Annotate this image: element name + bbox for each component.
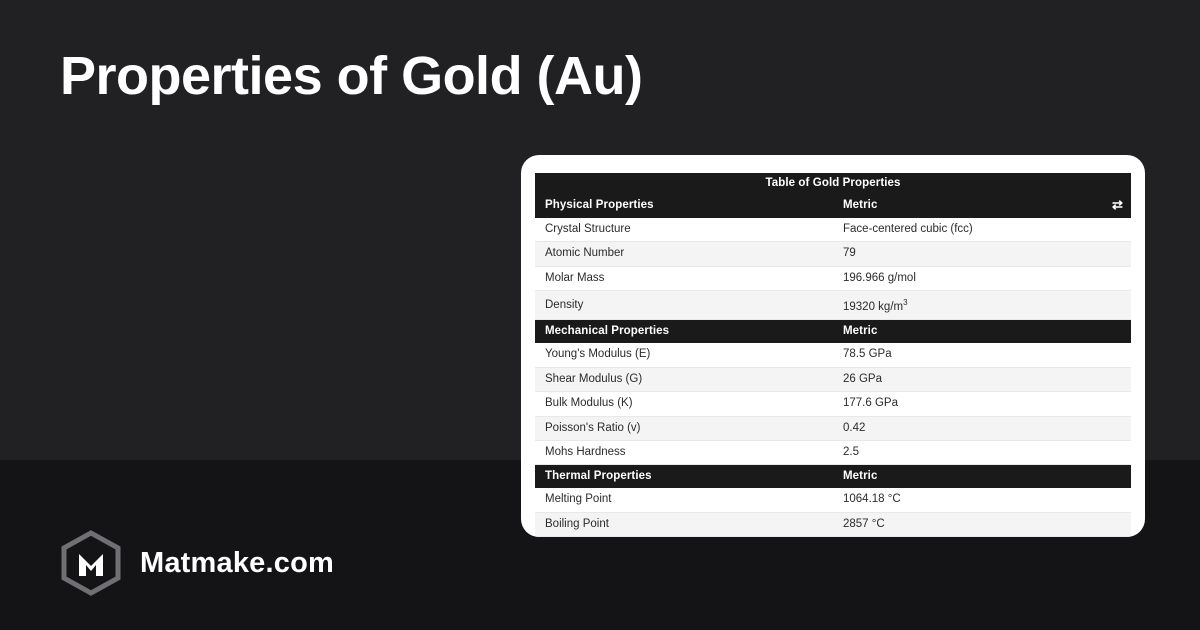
property-value: 78.5 GPa xyxy=(833,343,1107,367)
property-name: Molar Mass xyxy=(535,266,833,290)
property-name: Young's Modulus (E) xyxy=(535,343,833,367)
table-row xyxy=(535,218,1131,242)
property-value: 2857 °C xyxy=(833,512,1107,536)
property-value-text: 19320 kg/m xyxy=(843,301,904,314)
property-value: 26 GPa xyxy=(833,367,1107,391)
row-spacer xyxy=(1107,291,1131,320)
brand xyxy=(60,530,334,596)
row-spacer xyxy=(1107,441,1131,465)
matmake-cube-logo-icon xyxy=(60,530,122,596)
section-header-row xyxy=(535,193,1131,218)
table-row xyxy=(535,392,1131,416)
property-value: 1064.18 °C xyxy=(833,488,1107,512)
row-spacer xyxy=(1107,367,1131,391)
row-spacer xyxy=(1107,218,1131,242)
row-spacer xyxy=(1107,343,1131,367)
section-header-property: Physical Properties xyxy=(535,193,833,218)
gold-properties-table xyxy=(535,173,1131,537)
table-row xyxy=(535,242,1131,266)
table-row xyxy=(535,512,1131,536)
section-header-metric: Metric xyxy=(833,320,1107,344)
property-name: Poisson's Ratio (v) xyxy=(535,416,833,440)
property-name: Shear Modulus (G) xyxy=(535,367,833,391)
table-row xyxy=(535,291,1131,320)
property-value: 177.6 GPa xyxy=(833,392,1107,416)
table-row xyxy=(535,441,1131,465)
section-header-metric: Metric xyxy=(833,193,1107,218)
property-value xyxy=(833,291,1107,320)
swap-units-icon[interactable]: ⇄ xyxy=(1112,197,1123,212)
unit-swap-cell xyxy=(1107,193,1131,218)
property-name: Melting Point xyxy=(535,488,833,512)
unit-swap-cell xyxy=(1107,320,1131,344)
property-name: Boiling Point xyxy=(535,512,833,536)
property-name: Crystal Structure xyxy=(535,218,833,242)
page-title: Properties of Gold (Au) xyxy=(60,46,643,106)
table-row xyxy=(535,266,1131,290)
table-row xyxy=(535,367,1131,391)
property-name: Mohs Hardness xyxy=(535,441,833,465)
section-header-row xyxy=(535,320,1131,344)
section-header-property: Mechanical Properties xyxy=(535,320,833,344)
table-row xyxy=(535,416,1131,440)
property-value: 0.42 xyxy=(833,416,1107,440)
row-spacer xyxy=(1107,266,1131,290)
property-name: Bulk Modulus (K) xyxy=(535,392,833,416)
row-spacer xyxy=(1107,392,1131,416)
property-name: Density xyxy=(535,291,833,320)
row-spacer xyxy=(1107,512,1131,536)
row-spacer xyxy=(1107,416,1131,440)
table-row xyxy=(535,488,1131,512)
section-header-metric: Metric xyxy=(833,465,1107,489)
row-spacer xyxy=(1107,488,1131,512)
section-header-row xyxy=(535,465,1131,489)
property-value-exponent: 3 xyxy=(903,298,908,308)
brand-name: Matmake.com xyxy=(140,546,334,579)
table-caption-row xyxy=(535,173,1131,193)
property-value: 79 xyxy=(833,242,1107,266)
table-caption: Table of Gold Properties xyxy=(535,173,1131,193)
unit-swap-cell xyxy=(1107,465,1131,489)
section-header-property: Thermal Properties xyxy=(535,465,833,489)
property-value: 2.5 xyxy=(833,441,1107,465)
property-value: Face-centered cubic (fcc) xyxy=(833,218,1107,242)
property-value: 196.966 g/mol xyxy=(833,266,1107,290)
properties-card xyxy=(521,155,1145,537)
table-row xyxy=(535,343,1131,367)
property-name: Atomic Number xyxy=(535,242,833,266)
row-spacer xyxy=(1107,242,1131,266)
